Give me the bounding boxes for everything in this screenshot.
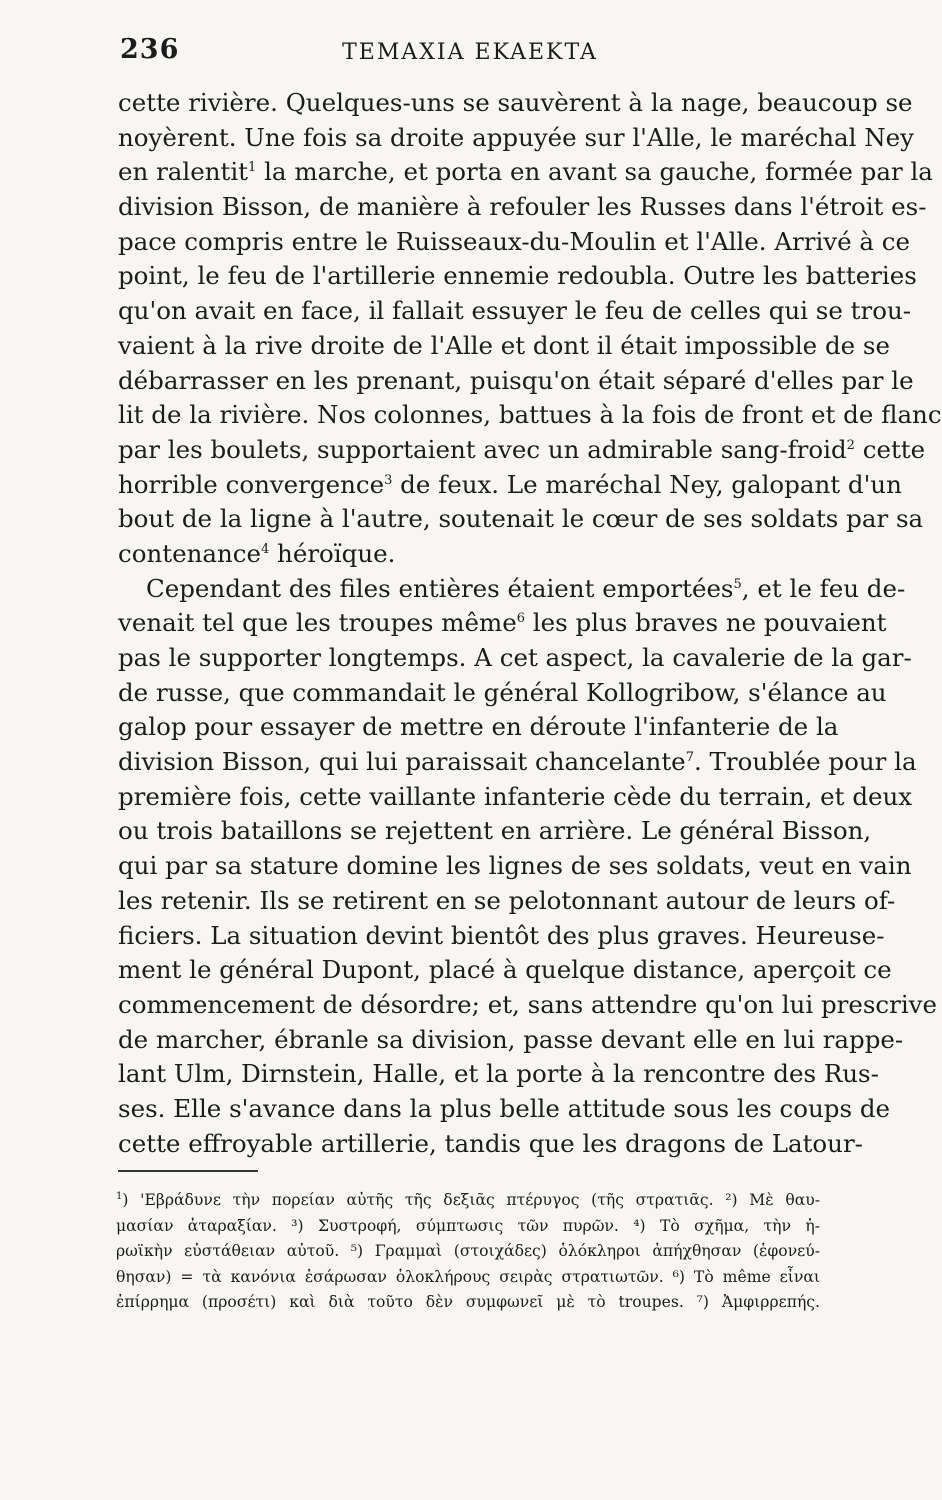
footnote-marker: 2: [846, 437, 855, 453]
text-line: [118, 641, 912, 676]
text-line: [118, 364, 914, 399]
text-line-text-continued: cette: [854, 434, 926, 464]
text-line-text: de marcher, ébranle sa division, passe devant elle en lui rappe-: [118, 1024, 904, 1054]
text-line-text: ou trois bataillons se rejettent en arrière. Le général Bisson,: [118, 816, 872, 846]
footnote-line-text: ἐπίρρημα (προσέτι) καὶ διὰ τοῦτο δὲν συμφωνεῖ μὲ τὸ troupes. ⁷) Ἀμφιρρεπής.: [116, 1293, 820, 1311]
text-line: [118, 259, 917, 294]
footnote-line: [116, 1239, 820, 1265]
text-line-text: contenance: [118, 538, 261, 568]
text-line-text-continued: les plus braves ne pouvaient: [524, 608, 887, 638]
text-line: [118, 1023, 904, 1058]
text-line-text: commencement de désordre; et, sans attendre qu'on lui prescrive: [118, 989, 938, 1019]
text-line-text: point, le feu de l'artillerie ennemie redoubla. Outre les batteries: [118, 261, 917, 291]
text-line-text: galop pour essayer de mettre en déroute l'infanterie de la: [118, 712, 839, 742]
text-line: [118, 953, 892, 988]
running-title: TEMAXIA EKAEKTA: [342, 40, 598, 65]
text-line: [118, 745, 917, 780]
footnote-line: [116, 1290, 820, 1316]
text-line: [118, 780, 913, 815]
text-line-text: cette rivière. Quelques-uns se sauvèrent à la nage, beaucoup se: [118, 88, 913, 117]
text-line: [118, 1127, 863, 1162]
text-line: [118, 294, 912, 329]
text-line-text: venait tel que les troupes même: [118, 608, 517, 638]
text-line: [118, 710, 839, 745]
footnote-marker: 3: [384, 472, 393, 488]
text-line-text: pas le supporter longtemps. A cet aspect, la cavalerie de la gar-: [118, 643, 912, 672]
text-line: [118, 329, 890, 364]
text-line-text-continued: de feux. Le maréchal Ney, galopant d'un: [392, 469, 902, 499]
body-text: [118, 86, 942, 1161]
text-line-text-continued: la marche, et porta en avant sa gauche, formée par la: [256, 157, 933, 187]
footnote-line-text-continued: ) 'Εβράδυνε τὴν πορείαν αὐτῆς τῆς δεξιᾶς πτέρυγος (τῆς στρατιᾶς. ²) Μὲ θαυ-: [122, 1191, 820, 1209]
text-line-text: les retenir. Ils se retirent en se pelotonnant autour de leurs of-: [118, 885, 896, 915]
footnote-line-text: θησαν) = τὰ κανόνια ἐσάρωσαν ὁλοκλήρους σειρὰς στρατιωτῶν. ⁶) Τὸ même εἶναι: [116, 1267, 820, 1286]
footnote-marker: 5: [733, 576, 742, 592]
text-line-text-continued: . Troublée pour la: [693, 747, 917, 777]
footnote-marker: 1: [116, 1191, 123, 1202]
text-line-text: division Bisson, de manière à refouler les Russes dans l'étroit es-: [118, 192, 927, 222]
text-line-text: bout de la ligne à l'autre, soutenait le cœur de ses soldats par sa: [118, 504, 924, 534]
text-line-text: cette effroyable artillerie, tandis que les dragons de Latour-: [118, 1128, 863, 1158]
text-line-text-continued: héroïque.: [269, 538, 396, 568]
footnote-marker: 4: [260, 541, 270, 557]
footnote-line-text: μασίαν ἀταραξίαν. ³) Συστροφή, σύμπτωσις τῶν πυρῶν. ⁴) Τὸ σχῆμα, τὴν ἡ-: [116, 1216, 820, 1235]
text-line: [118, 919, 885, 954]
text-line-text: Cependant des files entières étaient emportées: [146, 573, 734, 603]
text-line-text: ficiers. La situation devint bientôt des plus graves. Heureuse-: [118, 920, 885, 950]
text-line-text: vaient à la rive droite de l'Alle et dont il était impossible de se: [118, 330, 890, 360]
text-line: [118, 572, 906, 607]
text-line: [118, 502, 924, 537]
text-line: [118, 398, 942, 433]
text-line: [118, 190, 927, 225]
text-line: [118, 155, 933, 190]
text-line-text: ses. Elle s'avance dans la plus belle attitude sous les coups de: [118, 1093, 891, 1123]
text-line-text: qu'on avait en face, il fallait essuyer le feu de celles qui se trou-: [118, 296, 912, 326]
text-line-text: horrible convergence: [118, 469, 385, 499]
text-line-text: qui par sa stature domine les lignes de ses soldats, veut en vain: [118, 851, 912, 881]
footnotes: [116, 1188, 820, 1316]
text-line-text: première fois, cette vaillante infanterie cède du terrain, et deux: [118, 781, 913, 811]
text-line: [118, 225, 911, 260]
text-line: [118, 86, 913, 121]
text-line: [118, 814, 872, 849]
text-line-text: par les boulets, supportaient avec un admirable sang-froid: [118, 434, 847, 464]
footnote-marker: 7: [685, 750, 694, 766]
text-line: [118, 606, 887, 641]
text-line: [118, 849, 912, 884]
text-line: [118, 468, 902, 503]
text-line: [118, 988, 938, 1023]
text-line-text: noyèrent. Une fois sa droite appuyée sur l'Alle, le maréchal Ney: [118, 122, 915, 152]
text-line: [118, 1057, 879, 1092]
footnote-line: [116, 1214, 820, 1240]
text-line-text: division Bisson, qui lui paraissait chancelante: [118, 747, 686, 777]
page-number: 236: [120, 34, 180, 65]
footnote-line: [116, 1265, 820, 1291]
page-header: [120, 30, 820, 70]
text-line: [118, 537, 818, 572]
text-line: [118, 676, 887, 711]
footnote-marker: 6: [516, 611, 525, 627]
footnote-marker: 1: [248, 160, 257, 176]
text-line-text: pace compris entre le Ruisseaux-du-Moulin et l'Alle. Arrivé à ce: [118, 226, 911, 256]
text-line-text: en ralentit: [118, 157, 249, 187]
text-line-text: lant Ulm, Dirnstein, Halle, et la porte à la rencontre des Rus-: [118, 1059, 879, 1089]
text-line-text: de russe, que commandait le général Kollogribow, s'élance au: [118, 677, 887, 707]
footnote-line: [116, 1188, 820, 1214]
text-line-text: ment le général Dupont, placé à quelque distance, aperçoit ce: [118, 955, 892, 985]
text-line-text: lit de la rivière. Nos colonnes, battues à la fois de front et de flanc: [118, 400, 942, 430]
footnote-rule: [118, 1170, 258, 1172]
text-line: [118, 121, 915, 156]
text-line: [118, 1092, 891, 1127]
text-line-text: débarrasser en les prenant, puisqu'on était séparé d'elles par le: [118, 365, 914, 395]
text-line-text-continued: , et le feu de-: [741, 573, 906, 603]
text-line: [118, 884, 896, 919]
footnote-line-text: ρωϊκὴν εὐστάθειαν αὐτοῦ. ⁵) Γραμμαὶ (στοιχάδες) ὁλόκληροι ἀπήχθησαν (ἐφονεύ-: [116, 1242, 820, 1260]
text-line: [118, 433, 926, 468]
